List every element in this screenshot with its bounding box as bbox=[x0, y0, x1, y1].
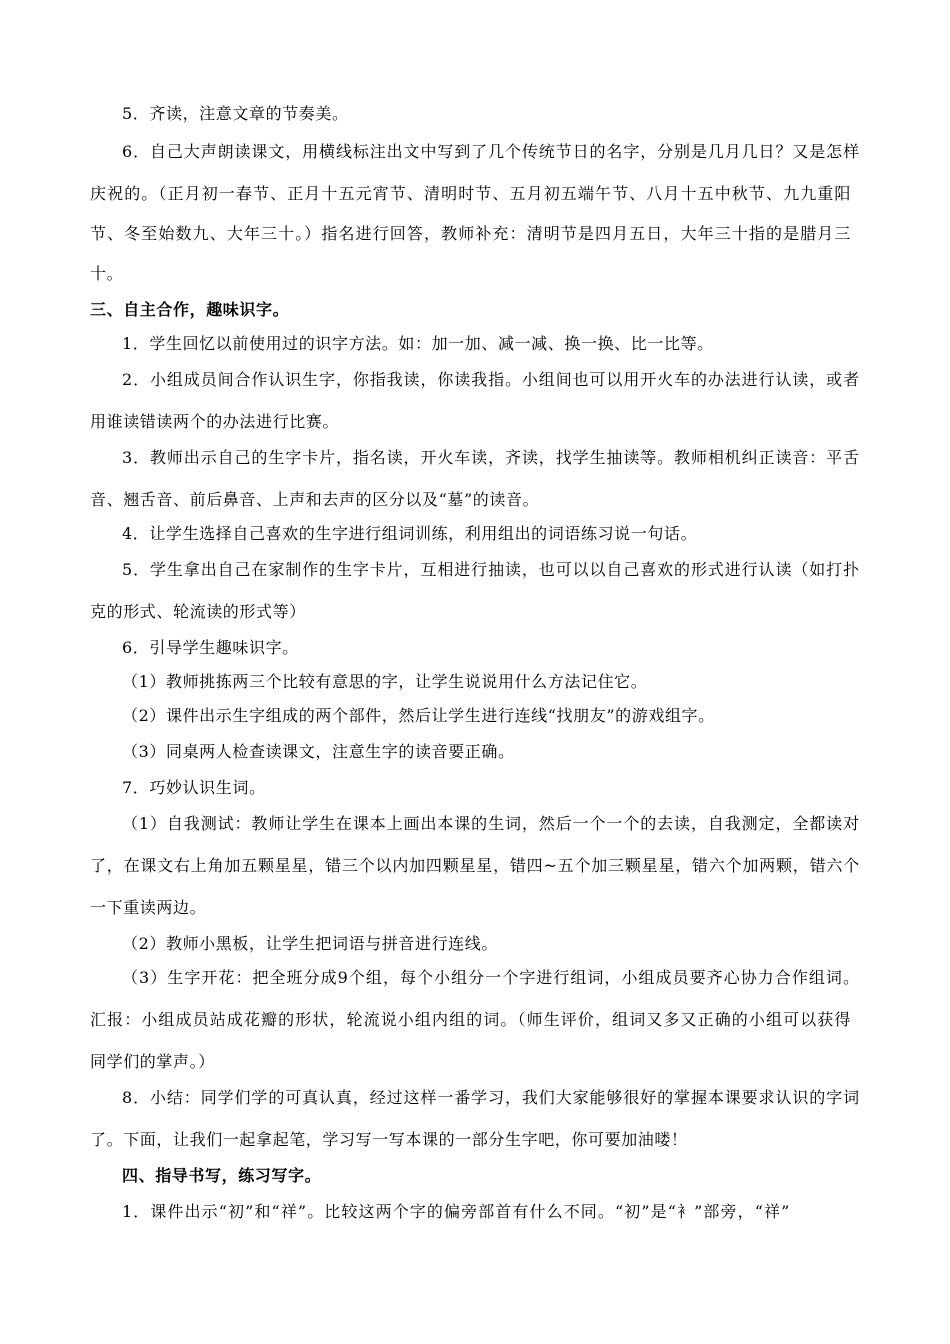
paragraph-line: （2）课件出示生字组成的两个部件，然后让学生进行连线“找朋友”的游戏组字。 bbox=[122, 706, 715, 725]
paragraph-line: 1．课件出示“初”和“祥”。比较这两个字的偏旁部首有什么不同。“初”是“衤”部旁，“祥” bbox=[122, 1202, 791, 1221]
paragraph-line: 5．齐读，注意文章的节奏美。 bbox=[122, 104, 349, 123]
paragraph-line: 3．教师出示自己的生字卡片，指名读，开火车读，齐读，找学生抽读等。教师相机纠正读音：平舌 bbox=[122, 448, 860, 467]
paragraph-line: 汇报：小组成员站成花瓣的形状，轮流说小组内组的词。（师生评价，组词又多又正确的小组可以获得 bbox=[90, 1010, 852, 1029]
paragraph-line: 8．小结：同学们学的可真认真，经过这样一番学习，我们大家能够很好的掌握本课要求认识的字词 bbox=[122, 1088, 860, 1107]
paragraph-line: 7．巧妙认识生词。 bbox=[122, 778, 266, 797]
paragraph-line: （1）自我测试：教师让学生在课本上画出本课的生词，然后一个一个的去读，自我测定，全都读对 bbox=[122, 814, 860, 833]
paragraph-line: 4．让学生选择自己喜欢的生字进行组词训练，利用组出的词语练习说一句话。 bbox=[122, 524, 698, 543]
paragraph-line: 1．学生回忆以前使用过的识字方法。如：加一加、减一减、换一换、比一比等。 bbox=[122, 334, 714, 353]
paragraph-line: 6．引导学生趣味识字。 bbox=[122, 638, 299, 657]
paragraph-line: 音、翘舌音、前后鼻音、上声和去声的区分以及“墓”的读音。 bbox=[90, 490, 540, 509]
paragraph-line: 十。 bbox=[90, 264, 124, 283]
paragraph-line: 克的形式、轮流读的形式等） bbox=[90, 602, 306, 621]
paragraph-line: （2）教师小黑板，让学生把词语与拼音进行连线。 bbox=[122, 934, 498, 953]
paragraph-line: 一下重读两边。 bbox=[90, 898, 207, 917]
paragraph-line: （1）教师挑拣两三个比较有意思的字，让学生说说用什么方法记住它。 bbox=[122, 672, 648, 691]
paragraph-line: 了，在课文右上角加五颗星星，错三个以内加四颗星星，错四~五个加三颗星星，错六个加两颗，错六个 bbox=[90, 856, 860, 875]
paragraph-line: 6．自己大声朗读课文，用横线标注出文中写到了几个传统节日的名字，分别是几月几日？又是怎样 bbox=[122, 142, 860, 161]
section-heading: 三、自主合作，趣味识字。 bbox=[90, 300, 290, 319]
section-heading: 四、指导书写，练习写字。 bbox=[122, 1166, 322, 1185]
paragraph-line: 5．学生拿出自己在家制作的生字卡片，互相进行抽读，也可以以自己喜欢的形式进行认读（如打扑 bbox=[122, 560, 860, 579]
paragraph-line: 同学们的掌声。） bbox=[90, 1052, 215, 1071]
paragraph-line: 了。下面，让我们一起拿起笔，学习写一写本课的一部分生字吧，你可要加油喽！ bbox=[90, 1130, 688, 1149]
paragraph-line: （3）同桌两人检查读课文，注意生字的读音要正确。 bbox=[122, 742, 515, 761]
paragraph-line: 节、冬至始数九、大年三十。）指名进行回答，教师补充：清明节是四月五日，大年三十指的是腊月三 bbox=[90, 224, 852, 243]
paragraph-line: 2．小组成员间合作认识生字，你指我读，你读我指。小组间也可以用开火车的办法进行认读，或者 bbox=[122, 370, 860, 389]
paragraph-line: 庆祝的。（正月初一春节、正月十五元宵节、清明时节、五月初五端午节、八月十五中秋节、九九重阳 bbox=[90, 184, 852, 203]
paragraph-line: 用谁读错读两个的办法进行比赛。 bbox=[90, 412, 340, 431]
paragraph-line: （3）生字开花：把全班分成9个组，每个小组分一个字进行组词，小组成员要齐心协力合作组词。 bbox=[122, 968, 860, 987]
